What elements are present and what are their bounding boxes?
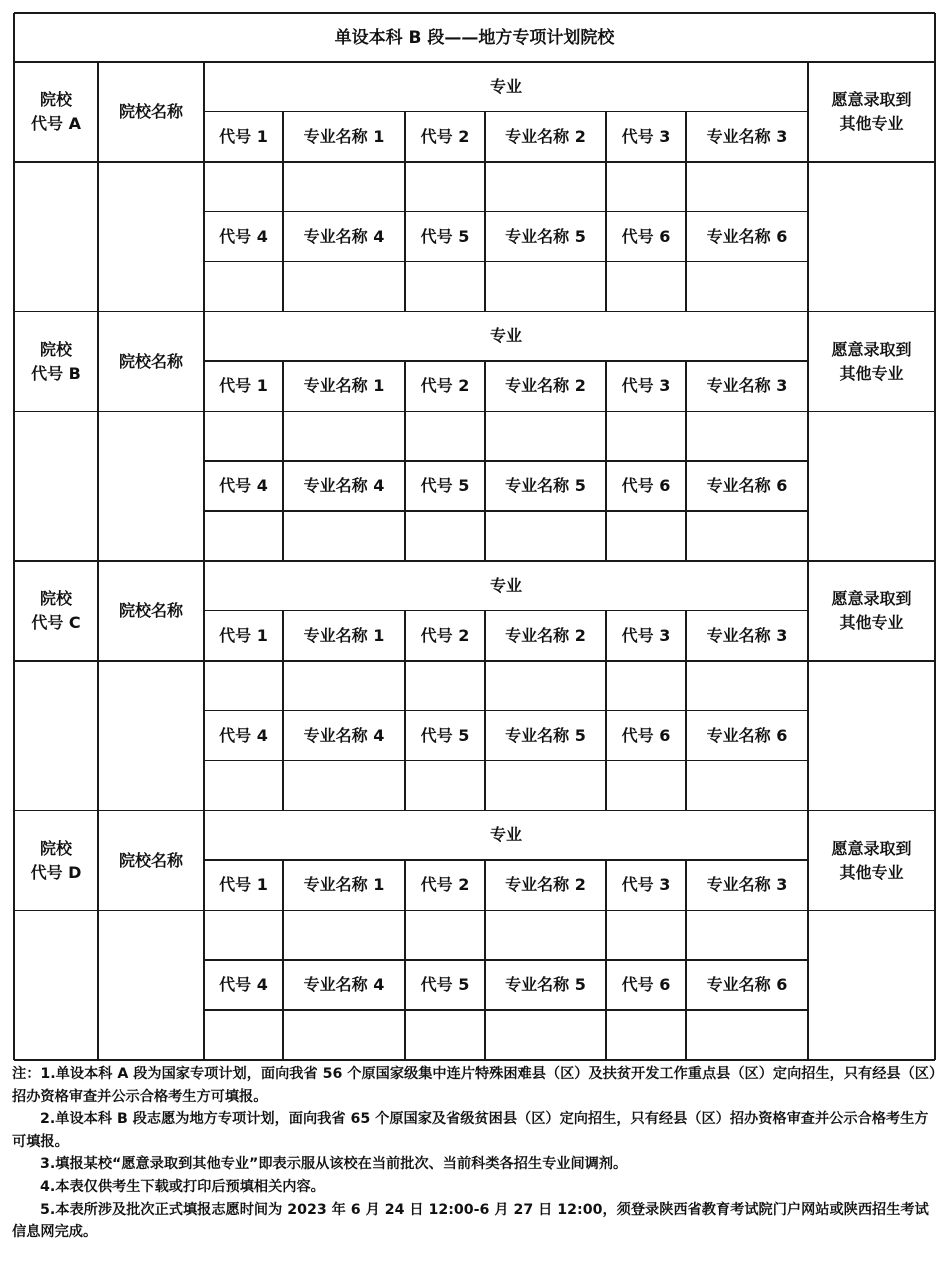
major-code-label-c-4: 代号 4 [219, 725, 268, 745]
willing-other-major-header-d-line-1: 愿意录取到 [831, 838, 912, 858]
major-code-label-d-4: 专业名称 2 [505, 875, 586, 895]
major-input-b-5[interactable] [606, 412, 686, 462]
major-input-a-8[interactable] [606, 262, 686, 312]
major-code-label-d-7: 专业名称 5 [505, 975, 586, 994]
major-input-b-8[interactable] [606, 511, 686, 561]
major-code-label-c-9: 专业名称 6 [706, 725, 788, 745]
school-name-input-b[interactable] [98, 412, 204, 562]
major-code-label-c-5: 专业名称 4 [303, 725, 385, 745]
willing-other-major-header-c [808, 561, 935, 661]
school-code-header-d [14, 811, 98, 911]
major-input-a-6[interactable] [686, 162, 808, 212]
major-code-label-d-6: 代号 5 [420, 975, 470, 994]
willing-other-major-input-b[interactable] [808, 412, 935, 562]
major-code-label-a-4: 专业名称 2 [505, 126, 586, 146]
major-input-a-4[interactable] [204, 262, 283, 312]
willing-other-major-header-c-line-2: 其他专业 [839, 613, 904, 632]
school-name-header-d: 院校名称 [118, 850, 183, 870]
major-input-d-5[interactable] [283, 1010, 405, 1060]
major-code-label-a-3: 代号 2 [420, 126, 470, 146]
major-input-d-2[interactable] [283, 911, 405, 961]
major-input-c-6[interactable] [405, 761, 485, 811]
major-code-label-c-6: 代号 5 [420, 725, 470, 745]
willing-other-major-header-b-line-1: 愿意录取到 [831, 339, 912, 359]
major-input-c-6[interactable] [686, 661, 808, 711]
major-code-label-a-4: 代号 4 [219, 226, 268, 246]
major-input-d-5[interactable] [606, 911, 686, 961]
major-code-label-d-1: 代号 1 [219, 875, 268, 895]
major-code-label-d-3: 代号 2 [420, 875, 470, 895]
major-code-label-c-6: 专业名称 3 [706, 625, 788, 645]
major-code-label-c-1: 代号 1 [219, 625, 268, 645]
major-code-label-c-3: 代号 2 [420, 625, 470, 645]
willing-other-major-header-b-line-2: 其他专业 [839, 363, 904, 383]
major-code-label-d-5: 代号 3 [621, 875, 671, 895]
major-header-c: 专业 [489, 575, 522, 595]
school-code-header-d-line-1: 院校 [39, 838, 72, 858]
major-code-label-b-5: 代号 3 [621, 376, 671, 396]
major-input-c-9[interactable] [686, 761, 808, 811]
major-code-label-a-1: 代号 1 [219, 126, 268, 146]
major-header-b: 专业 [489, 326, 522, 346]
note-5: 5.本表所涉及批次正式填报志愿时间为 2023 年 6 月 24 日 12:00-6 月 27 日 12:00，须登录陕西省教育考试院门户网站或陕西招生考试信息网完成。 [12, 1201, 929, 1241]
major-code-label-a-5: 专业名称 4 [303, 226, 385, 246]
school-code-header-c-line-2: 代号 C [31, 613, 81, 632]
willing-other-major-header-a-line-1: 愿意录取到 [831, 90, 912, 109]
school-code-header-b-line-2: 代号 B [31, 363, 81, 383]
school-name-input-c[interactable] [98, 661, 204, 811]
willing-other-major-header-d [808, 811, 935, 911]
note-2: 2.单设本科 B 段志愿为地方专项计划，面向我省 65 个原国家及省级贫困县（区）定向招生，只有经县（区）招办资格审查并公示合格考生方可填报。 [12, 1111, 929, 1150]
major-input-b-1[interactable] [204, 412, 283, 462]
major-code-label-c-2: 专业名称 1 [303, 625, 385, 645]
major-input-c-1[interactable] [204, 661, 283, 711]
major-input-b-9[interactable] [686, 511, 808, 561]
school-code-header-b [14, 312, 98, 412]
school-code-header-a-line-1: 院校 [39, 90, 72, 109]
major-input-d-9[interactable] [686, 1010, 808, 1060]
major-code-label-b-8: 代号 6 [621, 476, 671, 495]
major-code-label-c-5: 代号 3 [621, 625, 671, 645]
major-input-d-7[interactable] [485, 1010, 606, 1060]
major-input-b-4[interactable] [204, 511, 283, 561]
willing-other-major-header-a [808, 62, 935, 162]
major-input-b-2[interactable] [283, 412, 405, 462]
major-code-label-a-5: 代号 3 [621, 126, 671, 146]
major-code-label-a-6: 专业名称 3 [706, 126, 788, 146]
school-code-input-c[interactable] [14, 661, 98, 811]
school-name-input-a[interactable] [98, 162, 204, 312]
school-code-input-a[interactable] [14, 162, 98, 312]
willing-other-major-header-c-line-1: 愿意录取到 [831, 589, 912, 608]
major-code-label-b-3: 代号 2 [420, 376, 470, 396]
major-input-d-6[interactable] [686, 911, 808, 961]
major-code-label-b-2: 专业名称 1 [303, 376, 385, 396]
major-header-d: 专业 [489, 825, 522, 845]
major-code-label-c-7: 专业名称 5 [505, 725, 586, 745]
school-name-input-d[interactable] [98, 911, 204, 1061]
major-input-c-3[interactable] [405, 661, 485, 711]
major-code-label-b-9: 专业名称 6 [706, 476, 788, 495]
major-input-a-3[interactable] [405, 162, 485, 212]
major-code-label-a-8: 代号 6 [621, 226, 671, 246]
major-code-label-a-9: 专业名称 6 [706, 226, 788, 246]
major-input-b-5[interactable] [283, 511, 405, 561]
major-input-a-2[interactable] [283, 162, 405, 212]
major-input-c-5[interactable] [606, 661, 686, 711]
major-code-label-d-2: 专业名称 1 [303, 875, 385, 895]
note-1: 注：1.单设本科 A 段为国家专项计划，面向我省 56 个原国家级集中连片特殊困难县（区）及扶贫开发工作重点县（区）定向招生，只有经县（区）招办资格审查并公示合格考生方可填报。 [12, 1066, 937, 1105]
school-code-input-b[interactable] [14, 412, 98, 562]
major-input-c-7[interactable] [485, 761, 606, 811]
major-code-label-b-5: 专业名称 4 [303, 476, 385, 495]
school-code-input-d[interactable] [14, 911, 98, 1061]
school-code-header-d-line-2: 代号 D [30, 862, 82, 882]
major-input-b-4[interactable] [485, 412, 606, 462]
major-input-d-3[interactable] [405, 911, 485, 961]
major-code-label-b-4: 专业名称 2 [505, 376, 586, 396]
major-code-label-b-6: 专业名称 3 [706, 376, 788, 396]
major-code-label-b-4: 代号 4 [219, 476, 268, 495]
major-input-d-4[interactable] [485, 911, 606, 961]
school-name-header-c: 院校名称 [118, 601, 183, 620]
major-code-label-c-4: 专业名称 2 [505, 625, 586, 645]
note-3: 3.填报某校“愿意录取到其他专业”即表示服从该校在当前批次、当前科类各招生专业间调剂。 [40, 1156, 628, 1173]
willing-other-major-input-a[interactable] [808, 162, 935, 312]
major-code-label-d-4: 代号 4 [219, 975, 268, 994]
major-code-label-a-7: 专业名称 5 [505, 226, 586, 246]
major-input-b-6[interactable] [686, 412, 808, 462]
major-input-a-9[interactable] [686, 262, 808, 312]
major-input-a-5[interactable] [283, 262, 405, 312]
major-code-label-c-8: 代号 6 [621, 725, 671, 745]
major-input-d-6[interactable] [405, 1010, 485, 1060]
major-code-label-d-6: 专业名称 3 [706, 875, 788, 895]
major-input-a-5[interactable] [606, 162, 686, 212]
willing-other-major-input-c[interactable] [808, 661, 935, 811]
major-input-a-7[interactable] [485, 262, 606, 312]
major-code-label-d-9: 专业名称 6 [706, 975, 788, 994]
major-input-c-2[interactable] [283, 661, 405, 711]
major-input-b-3[interactable] [405, 412, 485, 462]
major-input-d-4[interactable] [204, 1010, 283, 1060]
school-code-header-c [14, 561, 98, 661]
willing-other-major-header-b [808, 312, 935, 412]
major-code-label-b-6: 代号 5 [420, 476, 470, 495]
major-header-a: 专业 [489, 76, 522, 96]
willing-other-major-input-d[interactable] [808, 911, 935, 1061]
major-input-c-5[interactable] [283, 761, 405, 811]
major-code-label-b-7: 专业名称 5 [505, 476, 586, 495]
major-input-b-7[interactable] [485, 511, 606, 561]
school-name-header-a: 院校名称 [118, 102, 183, 121]
school-name-header-b: 院校名称 [118, 351, 183, 371]
major-input-a-1[interactable] [204, 162, 283, 212]
major-code-label-b-1: 代号 1 [219, 376, 268, 396]
major-input-a-4[interactable] [485, 162, 606, 212]
school-code-header-c-line-1: 院校 [39, 589, 72, 608]
table-title: 单设本科 B 段——地方专项计划院校 [334, 27, 615, 48]
major-input-c-8[interactable] [606, 761, 686, 811]
willing-other-major-header-d-line-2: 其他专业 [839, 862, 904, 882]
major-input-c-4[interactable] [204, 761, 283, 811]
major-input-c-4[interactable] [485, 661, 606, 711]
major-code-label-a-6: 代号 5 [420, 226, 470, 246]
school-code-header-a [14, 62, 98, 162]
school-code-header-b-line-1: 院校 [39, 339, 72, 359]
note-4: 4.本表仅供考生下载或打印后预填相关内容。 [40, 1178, 325, 1195]
notes-section [12, 1063, 937, 1244]
major-code-label-d-8: 代号 6 [621, 975, 671, 994]
major-code-label-d-5: 专业名称 4 [303, 975, 385, 994]
major-code-label-a-2: 专业名称 1 [303, 126, 385, 146]
major-input-d-8[interactable] [606, 1010, 686, 1060]
willing-other-major-header-a-line-2: 其他专业 [839, 114, 904, 133]
major-input-b-6[interactable] [405, 511, 485, 561]
major-input-a-6[interactable] [405, 262, 485, 312]
major-input-d-1[interactable] [204, 911, 283, 961]
school-code-header-a-line-2: 代号 A [31, 114, 81, 133]
